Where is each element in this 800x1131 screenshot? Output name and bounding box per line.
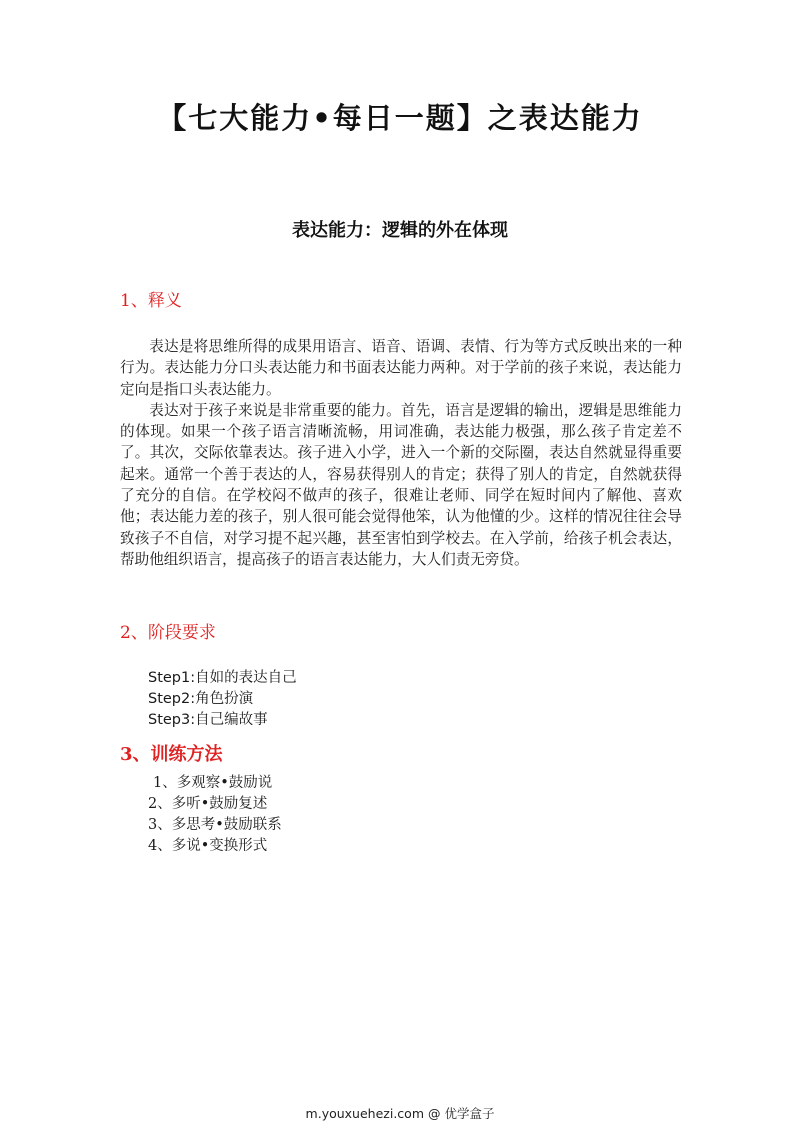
- list-item: 2、多听•鼓励复述: [148, 796, 268, 812]
- section-heading-definition: 1、释义: [120, 291, 182, 311]
- list-item: Step1:自如的表达自己: [148, 670, 297, 686]
- list-item: 3、多思考•鼓励联系: [148, 817, 282, 833]
- stage-steps-list: [148, 668, 297, 731]
- definition-body: [120, 336, 682, 570]
- list-item: Step2:角色扮演: [148, 691, 254, 707]
- page-title: 【七大能力•每日一题】之表达能力: [157, 101, 643, 135]
- section-heading-stage-requirements: 2、阶段要求: [120, 623, 216, 643]
- list-item: Step3:自己编故事: [148, 712, 268, 728]
- page-footer: m.youxuehezi.com @ 优学盒子: [305, 1106, 495, 1121]
- section-heading-training-methods: 3、训练方法: [120, 744, 223, 765]
- paragraph: 表达对于孩子来说是非常重要的能力。首先，语言是逻辑的输出，逻辑是思维能力的体现。如果一个孩子语言清晰流畅，用词准确，表达能力极强，那么孩子肯定差不了。其次，交际依靠表达。孩子进入小学，进入一个新的交际圈，表达自然就显得重要起来。通常一个善于表达的人，容易获得别人的肯定；获得了别人的肯定，自然就获得了充分的自信。在学校闷不做声的孩子，很难让老师、同学在短时间内了解他、喜欢他；表达能力差的孩子，别人很可能会觉得他笨，认为他懂的少。这样的情况往往会导致孩子不自信，对学习提不起兴趣，甚至害怕到学校去。在入学前，给孩子机会表达，帮助他组织语言，提高孩子的语言表达能力，大人们责无旁贷。: [120, 401, 682, 568]
- paragraph: 表达是将思维所得的成果用语言、语音、语调、表情、行为等方式反映出来的一种行为。表达能力分口头表达能力和书面表达能力两种。对于学前的孩子来说，表达能力定向是指口头表达能力。: [120, 338, 682, 398]
- list-item: 1、多观察•鼓励说: [153, 775, 273, 791]
- training-methods-list: [148, 773, 282, 857]
- list-item: 4、多说•变换形式: [148, 838, 268, 854]
- page-subtitle: 表达能力：逻辑的外在体现: [292, 220, 508, 241]
